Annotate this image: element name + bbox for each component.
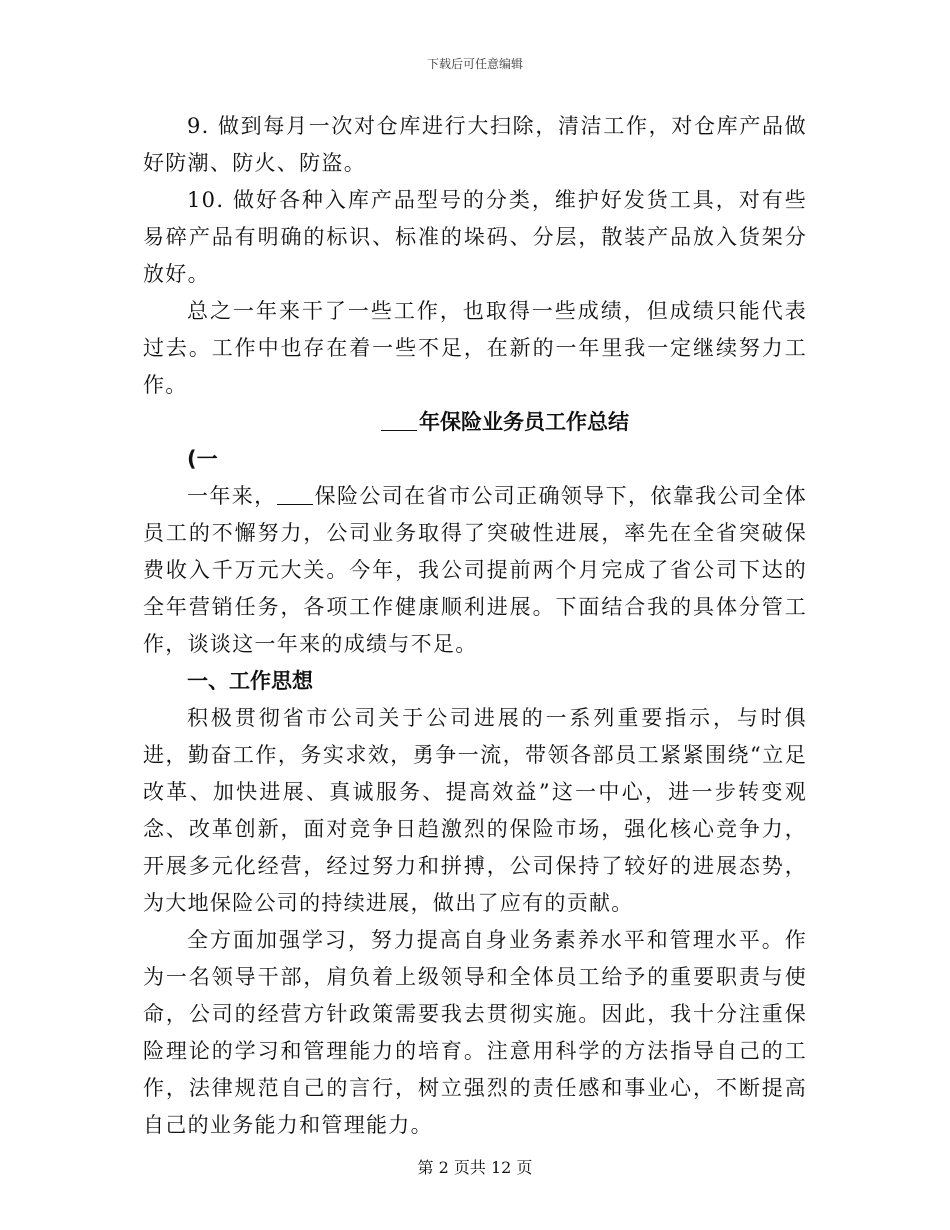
section-paragraph: 全方面加强学习，努力提高自身业务素养水平和管理水平。作为一名领导干部，肩负着上级领导和全体员工给予的重要职责与使命，公司的经营方针政策需要我去贯彻实施。因此，我十分注重保险理论的学习和管理能力的培育。注意用科学的方法指导自己的工作，法律规范自己的言行，树立强烈的责任感和事业心，不断提高自己的业务能力和管理能力。 [143, 928, 807, 1137]
intro-paragraph [143, 478, 807, 663]
intro-after-blank: 保险公司在省市公司正确领导下，依靠我公司全体员工的不懈努力，公司业务取得了突破性进展，率先在全省突破保费收入千万元大关。今年，我公司提前两个月完成了省公司下达的全年营销任务，各项工作健康顺利进展。下面结合我的具体分管工作，谈谈这一年来的成绩与不足。 [143, 484, 807, 656]
document-subtitle: (一 [187, 447, 218, 471]
paragraph-item-10: 10. 做好各种入库产品型号的分类，维护好发货工具，对有些易碎产品有明确的标识、标准的垛码、分层，散装产品放入货架分放好。 [143, 188, 807, 286]
page-number-footer: 第 2 页共 12 页 [417, 1158, 533, 1177]
header-note: 下载后可任意编辑 [426, 57, 523, 71]
document-body [143, 108, 807, 1144]
title-text: 年保险业务员工作总结 [419, 410, 629, 434]
section-heading: 一、工作思想 [187, 669, 313, 693]
intro-before-blank: 一年来， [187, 484, 277, 508]
title-blank-line [381, 408, 417, 431]
paragraph-item-9: 9. 做到每月一次对仓库进行大扫除，清洁工作，对仓库产品做好防潮、防火、防盗。 [143, 114, 807, 175]
intro-blank-line [277, 482, 313, 505]
section-paragraph: 积极贯彻省市公司关于公司进展的一系列重要指示，与时俱进，勤奋工作，务实求效，勇争一流，带领各部员工紧紧围绕“立足改革、加快进展、真诚服务、提高效益”这一中心，进一步转变观念、改革创新，面对竞争日趋激烈的保险市场，强化核心竞争力，开展多元化经营，经过努力和拼搏，公司保持了较好的进展态势，为大地保险公司的持续进展，做出了应有的贡献。 [143, 706, 807, 915]
document-title [143, 404, 807, 441]
paragraph-summary: 总之一年来干了一些工作，也取得一些成绩，但成绩只能代表过去。工作中也存在着一些不足，在新的一年里我一定继续努力工作。 [143, 299, 807, 397]
